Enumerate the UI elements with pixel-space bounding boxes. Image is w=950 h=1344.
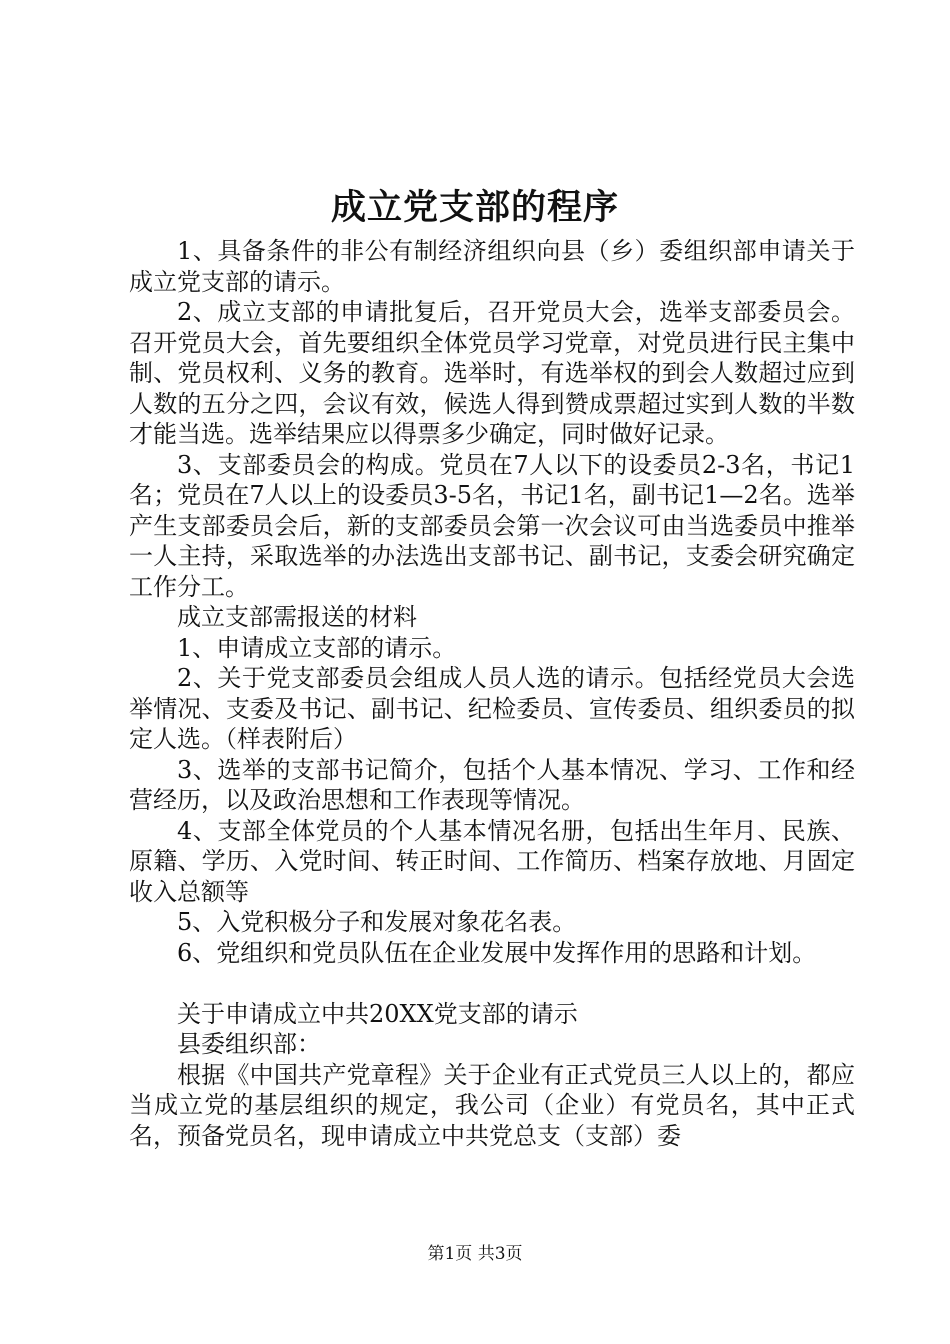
document-title: 成立党支部的程序 — [330, 187, 619, 228]
paragraph-request-body: 根据《中国共产党章程》关于企业有正式党员三人以上的，都应当成立党的基层组织的规定，我公司（企业）有党员名，其中正式名，预备党员名，现申请成立中共党总支（支部）委 — [129, 1060, 855, 1150]
paragraph-material-2: 2、关于党支部委员会组成人员人选的请示。包括经党员大会选举情况、支委及书记、副书记、纪检委员、宣传委员、组织委员的拟定人选。（样表附后） — [129, 664, 855, 753]
paragraph-materials-heading: 成立支部需报送的材料 — [177, 603, 417, 631]
paragraph-material-5: 5、入党积极分子和发展对象花名表。 — [177, 908, 577, 936]
paragraph-material-1: 1、申请成立支部的请示。 — [177, 633, 457, 662]
paragraph-step-3: 3、支部委员会的构成。党员在7人以下的设委员2-3名，书记1名；党员在7人以上的设委员3-5名，书记1名，副书记1—2名。选举产生支部委员会后，新的支部委员会第一次会议可由当选委员中推举一人主持，采取选举的办法选出支部书记、副书记，支委会研究确定工作分工。 — [129, 450, 855, 601]
paragraph-request-title: 关于申请成立中共20XX党支部的请示 — [177, 999, 578, 1028]
document-body — [129, 236, 855, 1151]
paragraph-step-2: 2、成立支部的申请批复后，召开党员大会，选举支部委员会。召开党员大会，首先要组织全体党员学习党章，对党员进行民主集中制、党员权利、义务的教育。选举时，有选举权的到会人数超过应到人数的五分之四，会议有效，候选人得到赞成票超过实到人数的半数才能当选。选举结果应以得票多少确定，同时做好记录。 — [129, 298, 855, 448]
paragraph-material-4: 4、支部全体党员的个人基本情况名册，包括出生年月、民族、原籍、学历、入党时间、转正时间、工作简历、档案存放地、月固定收入总额等 — [129, 816, 855, 906]
paragraph-material-6: 6、党组织和党员队伍在企业发展中发挥作用的思路和计划。 — [177, 938, 817, 967]
page-number-footer: 第1页 共3页 — [427, 1244, 523, 1264]
paragraph-material-3: 3、选举的支部书记简介，包括个人基本情况、学习、工作和经营经历，以及政治思想和工作表现等情况。 — [129, 755, 855, 814]
paragraph-addressee: 县委组织部： — [177, 1030, 321, 1058]
paragraph-step-1: 1、具备条件的非公有制经济组织向县（乡）委组织部申请关于成立党支部的请示。 — [129, 237, 855, 296]
